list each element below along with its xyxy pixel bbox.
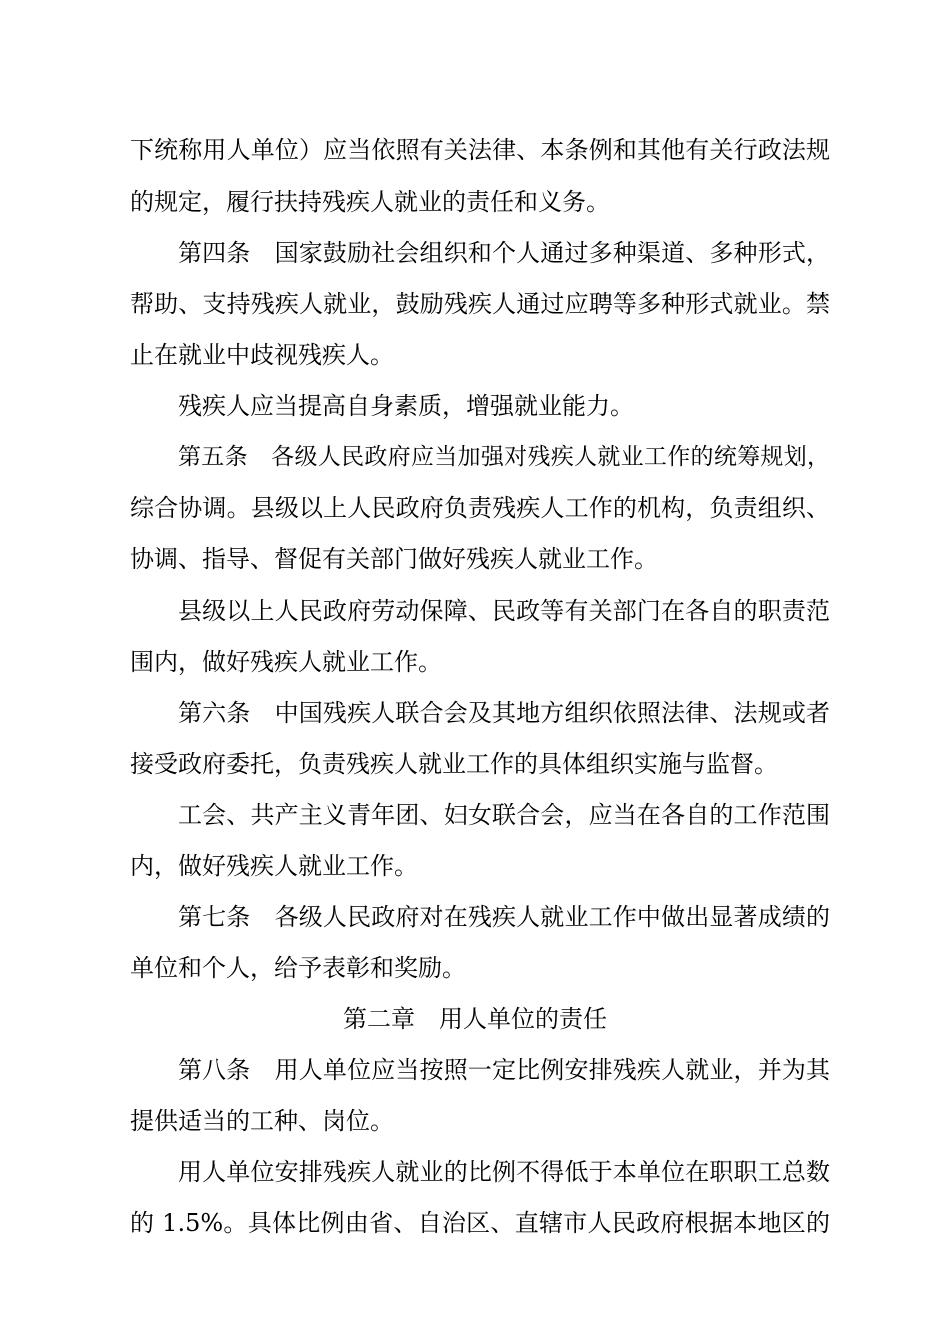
- article-6-line: 第六条 中国残疾人联合会及其地方组织依照法律、法规或者: [178, 699, 830, 727]
- paragraph-line: 残疾人应当提高自身素质，增强就业能力。: [178, 392, 634, 420]
- paragraph-line: 县级以上人民政府劳动保障、民政等有关部门在各自的职责范: [178, 597, 830, 625]
- text-line: 协调、指导、督促有关部门做好残疾人就业工作。: [130, 545, 658, 573]
- text-line: 下统称用人单位）应当依照有关法律、本条例和其他有关行政法规: [130, 136, 830, 164]
- article-8-line: 第八条 用人单位应当按照一定比例安排残疾人就业，并为其: [178, 1056, 830, 1084]
- text-line: 止在就业中歧视残疾人。: [130, 341, 394, 369]
- text-line: 围内，做好残疾人就业工作。: [130, 648, 442, 676]
- article-7-line: 第七条 各级人民政府对在残疾人就业工作中做出显著成绩的: [178, 903, 830, 931]
- text-line: 综合协调。县级以上人民政府负责残疾人工作的机构，负责组织、: [130, 494, 830, 522]
- article-4-line: 第四条 国家鼓励社会组织和个人通过多种渠道、多种形式，: [178, 239, 830, 267]
- paragraph-line: 工会、共产主义青年团、妇女联合会，应当在各自的工作范围: [178, 801, 830, 829]
- text-line: 的 1.5%。具体比例由省、自治区、直辖市人民政府根据本地区的: [130, 1209, 830, 1237]
- text-line: 帮助、支持残疾人就业，鼓励残疾人通过应聘等多种形式就业。禁: [130, 290, 830, 318]
- text-line: 接受政府委托，负责残疾人就业工作的具体组织实施与监督。: [130, 750, 778, 778]
- chapter-heading: 第二章 用人单位的责任: [343, 1005, 607, 1033]
- text-line: 提供适当的工种、岗位。: [130, 1107, 394, 1135]
- article-5-line: 第五条 各级人民政府应当加强对残疾人就业工作的统筹规划，: [178, 444, 830, 470]
- paragraph-line: 用人单位安排残疾人就业的比例不得低于本单位在职职工总数: [178, 1158, 830, 1186]
- text-line: 内，做好残疾人就业工作。: [130, 852, 418, 880]
- text-line: 单位和个人，给予表彰和奖励。: [130, 954, 466, 982]
- text-line: 的规定，履行扶持残疾人就业的责任和义务。: [130, 188, 610, 216]
